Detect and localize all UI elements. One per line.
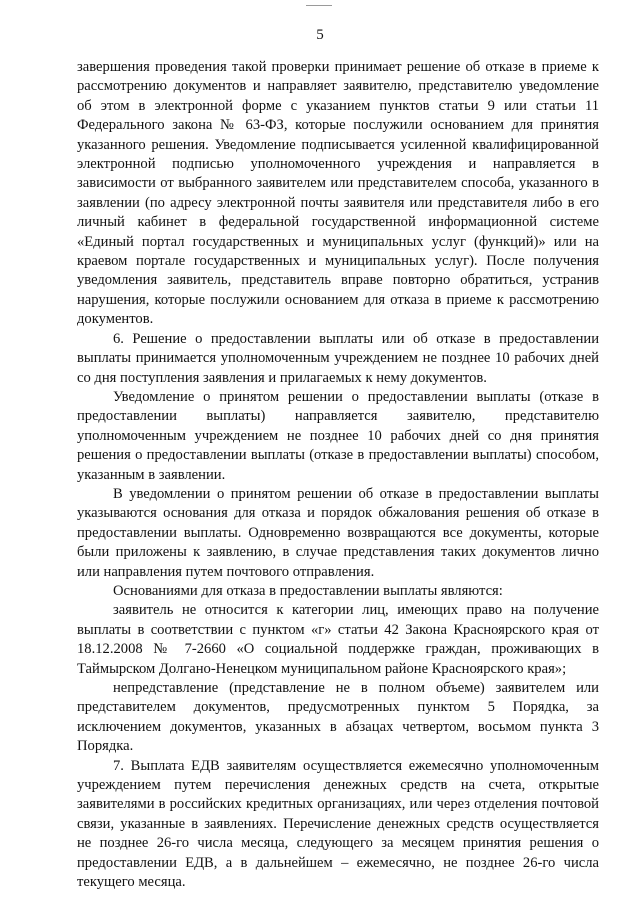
paragraph: 6. Решение о предоставлении выплаты или об отказе в предоставлении выплаты принимается уполномоченным учреждением не позднее 10 рабочих дней со дня поступления заявления и прилагаемых к нему документов. — [77, 330, 599, 386]
page-number: 5 — [316, 27, 324, 43]
document-body — [77, 58, 599, 892]
paragraph: Уведомление о принятом решении о предоставлении выплаты (отказе в предоставлении выплаты) направляется заявителю, представителю уполномоченным учреждением не позднее 10 рабочих дней со дня принятия решения о предоставлении выплаты (отказе в предоставлении выплаты) способом, указанным в заявлении. — [77, 388, 599, 483]
paragraph: завершения проведения такой проверки принимает решение об отказе в приеме к рассмотрению документов и направляет заявителю, представителю уведомление об этом в электронной форме с указанием пунктов статьи 9 или статьи 11 Федерального закона № 63-ФЗ, которые послужили основанием для принятия указанного решения. Уведомление подписывается усиленной квалифицированной электронной подписью уполномоченного учреждения и направляется в зависимости от выбранного заявителем или представителем способа, указанного в заявлении (по адресу электронной почты заявителя или представителя либо в его личный кабинет в федеральной государственной информационной системе «Единый портал государственных и муниципальных услуг (функций)» или на краевом портале государственных и муниципальных услуг). После получения уведомления заявитель, представитель вправе повторно обратиться, устранив нарушения, которые послужили основанием для отказа в приеме к рассмотрению документов. — [77, 59, 599, 328]
paragraph: В уведомлении о принятом решении об отказе в предоставлении выплаты указываются основания для отказа и порядок обжалования решения об отказе в предоставлении выплаты. Одновременно возвращаются все документы, которые были приложены к заявлению, в случае представления таких документов лично или направления путем почтового отправления. — [77, 485, 599, 580]
paragraph: Основаниями для отказа в предоставлении выплаты являются: — [113, 582, 503, 599]
top-edge-mark — [306, 0, 332, 6]
paragraph: непредставление (представление не в полном объеме) заявителем или представителем документов, предусмотренных пунктом 5 Порядка, за исключением документов, указанных в абзацах четвертом, восьмом пункта 3 Порядка. — [77, 680, 599, 755]
paragraph: 7. Выплата ЕДВ заявителям осуществляется ежемесячно уполномоченным учреждением путем перечисления денежных средств на счета, открытые заявителями в российских кредитных организациях, или через отделения почтовой связи, указанные в заявлениях. Перечисление денежных средств осуществляется не позднее 26-го числа месяца, следующего за месяцем принятия решения о предоставлении ЕДВ, а в дальнейшем – ежемесячно, не позднее 26-го числа текущего месяца. — [77, 757, 599, 891]
paragraph: заявитель не относится к категории лиц, имеющих право на получение выплаты в соответствии с пунктом «г» статьи 42 Закона Красноярского края от 18.12.2008 № 7-2660 «О социальной поддержке граждан, проживающих в Таймырском Долгано-Ненецком муниципальном районе Красноярского края»; — [77, 602, 599, 677]
